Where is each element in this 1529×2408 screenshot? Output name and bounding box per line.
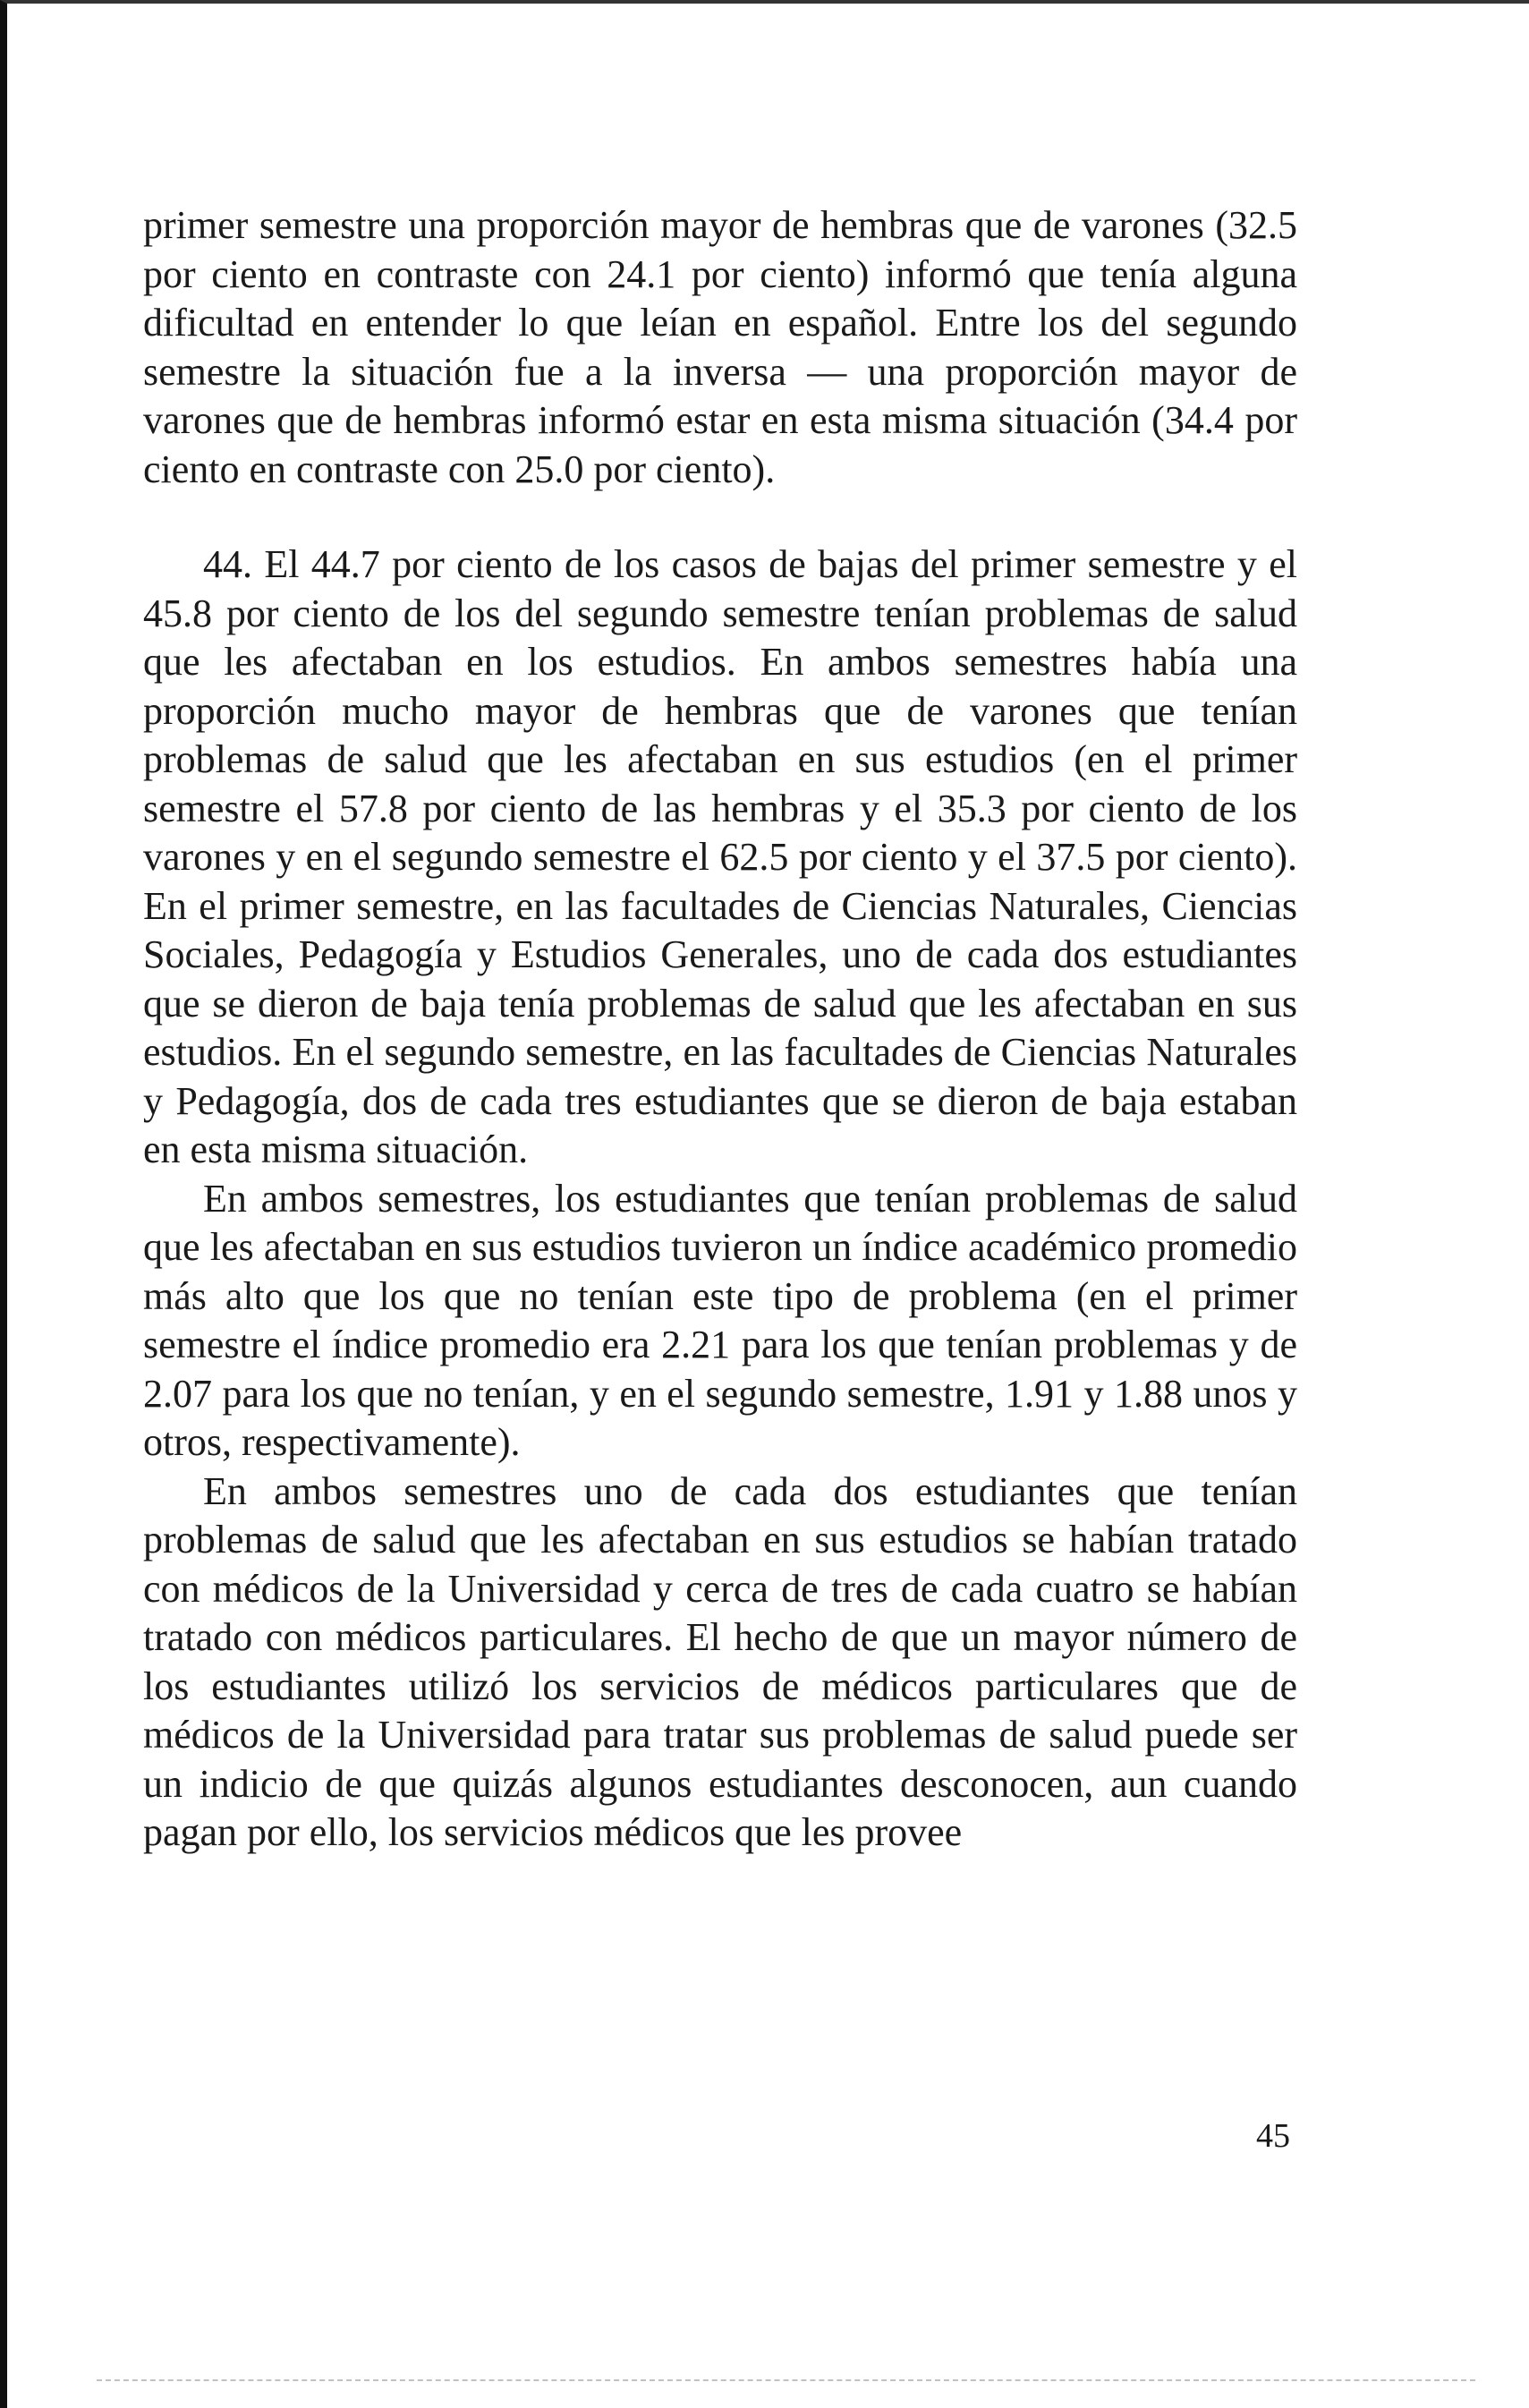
paragraph-medical-services: En ambos semestres uno de cada dos estudiantes que tenían problemas de salud que les afectaban en sus estudios se habían tratado con médicos de la Universidad y cerca de tres de cada cuatro se habían tratado con médicos particulares. El hecho de que un mayor número de los estudiantes utilizó los servicios de médicos particulares que de médicos de la Universidad para tratar sus problemas de salud puede ser un indicio de que quizás algunos estudiantes desconocen, aun cuando pagan por ello, los servicios médicos que les provee [143, 1468, 1297, 1854]
page-body [143, 201, 1297, 1858]
paragraph-44: 44. El 44.7 por ciento de los casos de bajas del primer semestre y el 45.8 por ciento de los del segundo semestre tenían problemas de salud que les afectaban en los estudios. En ambos semestres había una proporción mucho mayor de hembras que de varones que tenían problemas de salud que les afectaban en sus estudios (en el primer semestre el 57.8 por ciento de las hembras y el 35.3 por ciento de los varones y en el segundo semestre el 62.5 por ciento y el 37.5 por ciento). En el primer semestre, en las facultades de Ciencias Naturales, Ciencias Sociales, Pedagogía y Estudios Generales, uno de cada dos estudiantes que se dieron de baja tenía problemas de salud que les afectaban en sus estudios. En el segundo semestre, en las facultades de Ciencias Naturales y Pedagogía, dos de cada tres estudiantes que se dieron de baja estaban en esta misma situación. [143, 542, 1297, 1171]
paragraph-continuation: primer semestre una proporción mayor de hembras que de varones (32.5 por ciento en contraste con 24.1 por ciento) informó que tenía alguna dificultad en entender lo que leían en español. Entre los del segundo semestre la situación fue a la inversa — una proporción mayor de varones que de hembras informó estar en esta misma situación (34.4 por ciento en contraste con 25.0 por ciento). [143, 203, 1297, 491]
paragraph-health-index: En ambos semestres, los estudiantes que tenían problemas de salud que les afectaban en sus estudios tuvieron un índice académico promedio más alto que los que no tenían este tipo de problema (en el primer semestre el índice promedio era 2.21 para los que tenían problemas y de 2.07 para los que no tenían, y en el segundo semestre, 1.91 y 1.88 unos y otros, respectivamente). [143, 1176, 1297, 1464]
page-number: 45 [1256, 2117, 1290, 2155]
scan-bottom-edge [97, 2379, 1475, 2381]
